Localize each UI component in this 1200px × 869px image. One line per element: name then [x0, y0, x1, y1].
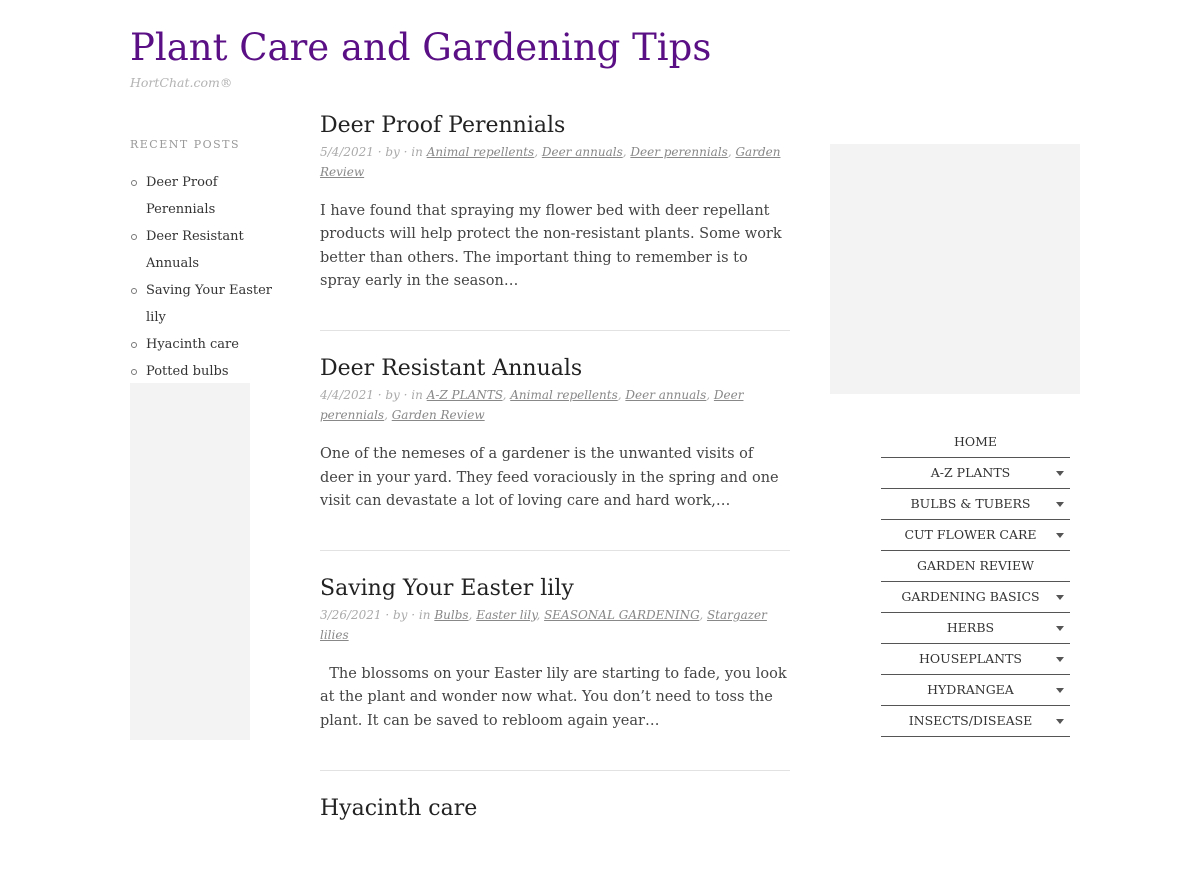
post-title-link[interactable]: Deer Resistant Annuals — [320, 356, 583, 382]
circle-bullet-icon — [131, 369, 137, 375]
recent-post-link[interactable]: Potted bulbs — [146, 364, 229, 379]
category-link[interactable]: Animal repellents — [510, 388, 618, 403]
caret-down-icon[interactable] — [1056, 719, 1064, 724]
category-nav-menu — [881, 427, 1070, 737]
main-content — [320, 110, 790, 869]
recent-post-link[interactable]: Hyacinth care — [146, 337, 239, 352]
post-in-label: in — [418, 607, 431, 622]
post-excerpt: The blossoms on your Easter lily are starting to fade, you look at the plant and wonder now what. You don’t need to toss the plant. It can be saved to rebloom again year… — [320, 665, 792, 729]
nav-item-label: GARDEN REVIEW — [917, 558, 1034, 573]
recent-post-link[interactable]: Saving Your Easter lily — [146, 283, 273, 325]
post-excerpt: I have found that spraying my flower bed with deer repellant products will help protect the non-resistant plants. Some work better than others. The important thing to remember is to spray early in the season… — [320, 203, 782, 290]
category-link[interactable]: Deer perennials — [630, 145, 728, 159]
caret-down-icon[interactable] — [1056, 688, 1064, 693]
post-entry — [320, 353, 790, 551]
recent-posts-heading: RECENT POSTS — [130, 138, 241, 151]
site-header — [130, 22, 711, 90]
circle-bullet-icon — [131, 288, 137, 294]
nav-item-home[interactable] — [881, 427, 1070, 458]
circle-bullet-icon — [131, 234, 137, 240]
recent-post-item — [130, 277, 276, 331]
caret-down-icon[interactable] — [1056, 657, 1064, 662]
category-link[interactable]: Animal repellents — [426, 145, 535, 159]
circle-bullet-icon — [131, 180, 137, 186]
nav-item-garden-review[interactable] — [881, 551, 1070, 582]
category-link[interactable]: Deer annuals — [541, 145, 623, 159]
category-link[interactable]: SEASONAL GARDENING — [544, 607, 700, 622]
recent-post-item — [130, 169, 290, 223]
post-date: 3/26/2021 — [320, 607, 382, 622]
site-title-link[interactable]: Plant Care and Gardening Tips — [130, 26, 712, 69]
caret-down-icon[interactable] — [1056, 626, 1064, 631]
nav-item-houseplants[interactable] — [881, 644, 1070, 675]
site-tagline: HortChat.com® — [130, 75, 233, 90]
category-link[interactable]: Bulbs — [434, 607, 469, 622]
post-meta: 5/4/2021 · by · in Animal repellents, Deer annuals, Deer perennials, Garden Review — [320, 145, 781, 179]
category-link[interactable]: Deer perennials — [320, 388, 744, 423]
caret-down-icon[interactable] — [1056, 471, 1064, 476]
post-entry — [320, 793, 790, 847]
post-title — [320, 793, 790, 825]
right-ad-placeholder — [830, 144, 1080, 394]
nav-item-herbs[interactable] — [881, 613, 1070, 644]
left-ad-placeholder — [130, 383, 250, 740]
nav-item-label: INSECTS/DISEASE — [908, 713, 1033, 728]
nav-item-label: HOME — [953, 434, 998, 449]
post-title-link[interactable]: Saving Your Easter lily — [320, 575, 574, 601]
caret-down-icon[interactable] — [1056, 533, 1064, 538]
recent-post-item — [130, 223, 256, 277]
post-entry — [320, 573, 790, 771]
category-link[interactable]: Easter lily — [476, 607, 537, 622]
post-in-label: in — [411, 145, 423, 159]
nav-item-label: GARDENING BASICS — [901, 589, 1040, 604]
post-by-label: by — [392, 607, 408, 622]
nav-item-label: HERBS — [946, 620, 995, 635]
nav-item-hydrangea[interactable] — [881, 675, 1070, 706]
nav-item-label: A-Z PLANTS — [930, 465, 1011, 480]
post-meta: 4/4/2021 · by · in A-Z PLANTS, Animal repellents, Deer annuals, Deer perennials, Garden Review — [320, 388, 744, 423]
category-link[interactable]: Deer annuals — [625, 388, 707, 403]
recent-post-link[interactable]: Deer Proof Perennials — [146, 175, 218, 217]
category-link[interactable]: A-Z PLANTS — [426, 388, 503, 403]
nav-item-bulbs-tubers[interactable] — [881, 489, 1070, 520]
category-link[interactable]: Stargazer lilies — [320, 607, 767, 642]
post-in-label: in — [411, 388, 423, 403]
recent-post-item — [130, 358, 290, 385]
nav-item-cut-flower-care[interactable] — [881, 520, 1070, 551]
nav-item-label: HOUSEPLANTS — [919, 651, 1022, 666]
post-entry — [320, 110, 790, 331]
nav-item-insects-disease[interactable] — [881, 706, 1070, 737]
category-link[interactable]: Garden Review — [391, 408, 485, 423]
circle-bullet-icon — [131, 342, 137, 348]
post-title-link[interactable]: Hyacinth care — [320, 795, 478, 821]
post-by-label: by — [385, 388, 400, 403]
nav-item-label: HYDRANGEA — [927, 682, 1014, 697]
post-title-link[interactable]: Deer Proof Perennials — [320, 113, 566, 138]
nav-item-gardening-basics[interactable] — [881, 582, 1070, 613]
left-sidebar — [130, 138, 290, 385]
post-excerpt: One of the nemeses of a gardener is the unwanted visits of deer in your yard. They feed voraciously in the spring and one visit can devastate a lot of loving care and hard work,… — [320, 446, 779, 509]
nav-item-a-z-plants[interactable] — [881, 458, 1070, 489]
post-meta: 3/26/2021 · by · in Bulbs, Easter lily, SEASONAL GARDENING, Stargazer lilies — [320, 607, 767, 642]
post-title — [320, 353, 790, 385]
post-date: 5/4/2021 — [320, 145, 374, 159]
post-by-label: by — [385, 145, 400, 159]
category-link[interactable]: Garden Review — [320, 145, 781, 179]
recent-post-item — [130, 331, 290, 358]
caret-down-icon[interactable] — [1056, 595, 1064, 600]
post-date: 4/4/2021 — [320, 388, 374, 403]
nav-item-label: BULBS & TUBERS — [910, 496, 1031, 511]
recent-posts-list — [130, 169, 290, 385]
post-title — [320, 573, 790, 605]
nav-item-label: CUT FLOWER CARE — [904, 527, 1037, 542]
recent-post-link[interactable]: Deer Resistant Annuals — [146, 229, 244, 271]
post-title — [320, 110, 790, 142]
caret-down-icon[interactable] — [1056, 502, 1064, 507]
